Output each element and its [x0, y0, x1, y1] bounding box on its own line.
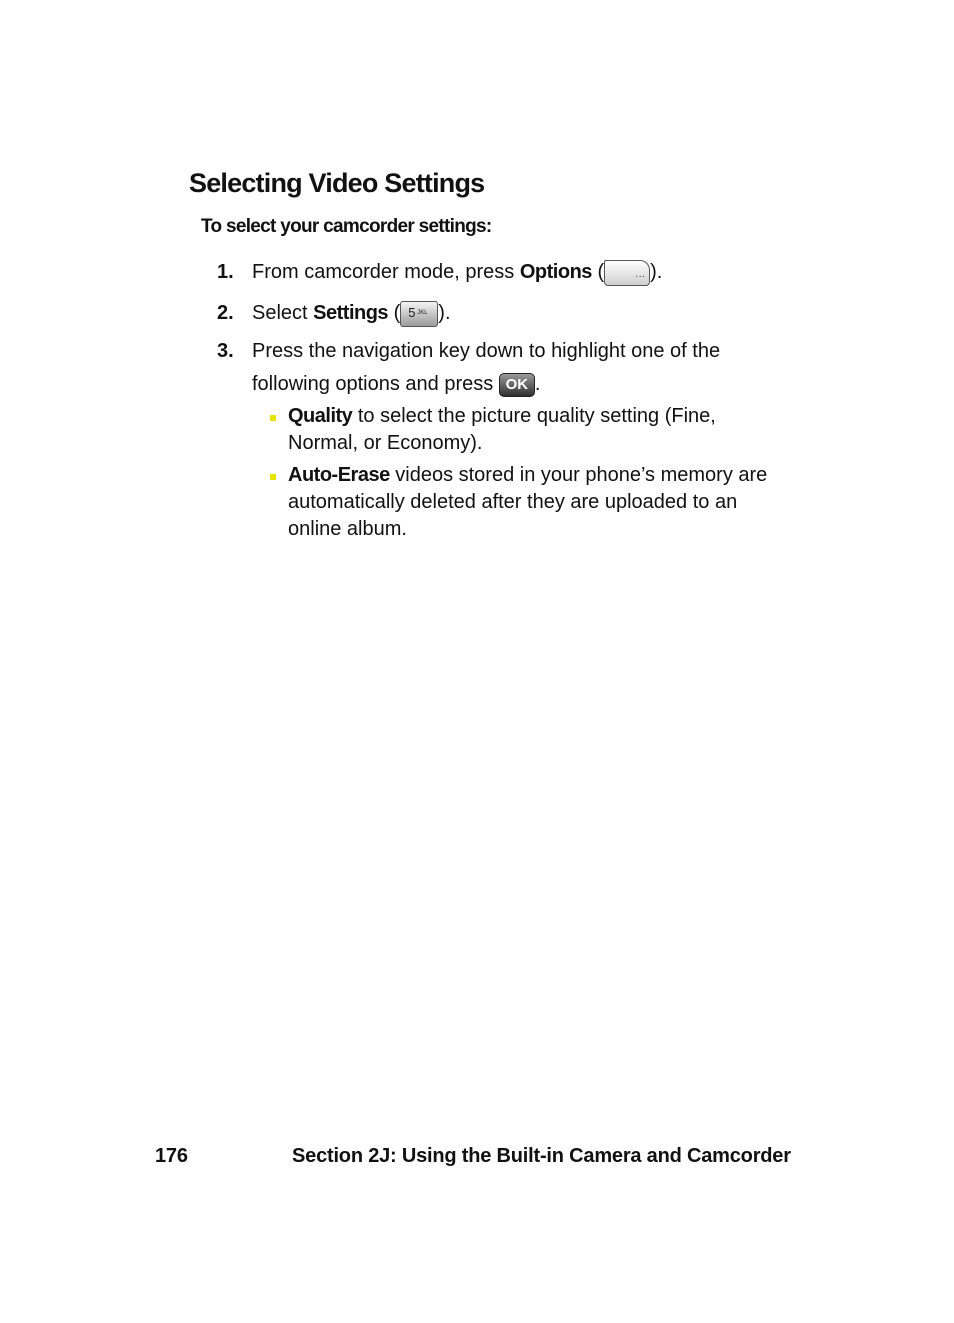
section-title: Section 2J: Using the Built-in Camera and Camcorder [292, 1145, 791, 1167]
step-number: 2. [217, 302, 234, 324]
bullet-marker-icon [270, 474, 276, 480]
step-number: 3. [217, 340, 234, 362]
page-number: 176 [155, 1145, 188, 1167]
five-jkl-key-icon: 5 JKL [400, 301, 438, 327]
bullet-text: Quality to select the picture quality setting (Fine, Normal, or Economy). [288, 405, 716, 454]
step-text: Select Settings ( 5 JKL ). [252, 297, 777, 330]
bullet-marker-icon [270, 415, 276, 421]
bullet-text: Auto-Erase videos stored in your phone’s memory are automatically deleted after they are uploaded to an online album. [288, 464, 768, 540]
page-title: Selecting Video Settings [189, 168, 485, 198]
step-number: 1. [217, 261, 234, 283]
options-key-icon: ··· [604, 260, 650, 286]
step-text: Press the navigation key down to highlight one of the following options and press OK . [252, 340, 721, 395]
intro-text: To select your camcorder settings: [201, 216, 492, 237]
ok-key-icon: OK [499, 373, 535, 397]
step-text: From camcorder mode, press Options ( ··· ). [252, 256, 777, 289]
